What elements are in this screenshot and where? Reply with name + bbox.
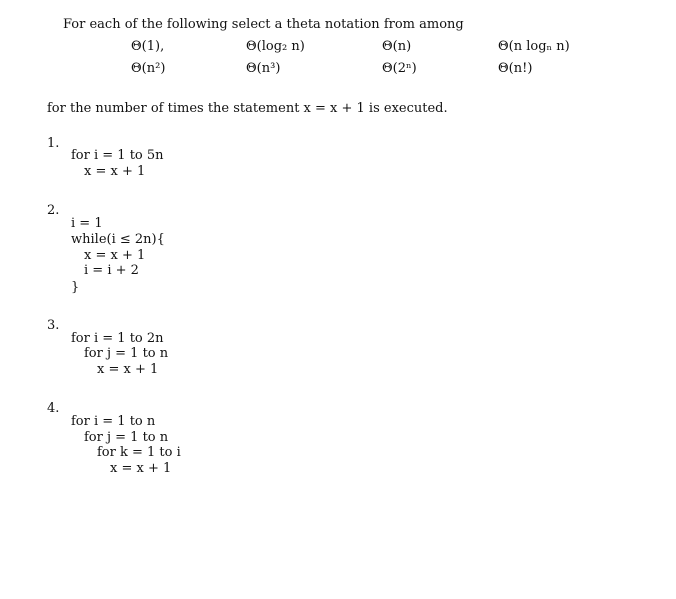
code-line: for i = 1 to 2n	[71, 331, 164, 346]
statement-text: for the number of times the statement x = x + 1 is executed.	[47, 101, 448, 116]
code-line: for j = 1 to n	[84, 430, 169, 445]
code-line: for j = 1 to n	[84, 346, 169, 361]
option-theta-n3: Θ(n³)	[246, 61, 281, 76]
problem-number: 1.	[47, 136, 60, 151]
code-line: i = i + 2	[84, 263, 139, 278]
option-theta-nfact: Θ(n!)	[498, 61, 533, 76]
option-theta-1: Θ(1),	[131, 39, 165, 54]
option-theta-log2n: Θ(log₂ n)	[246, 39, 305, 54]
option-theta-n: Θ(n)	[382, 39, 412, 54]
code-line: i = 1	[71, 216, 103, 231]
code-line: for i = 1 to 5n	[71, 148, 164, 163]
code-line: while(i ≤ 2n){	[71, 232, 165, 247]
code-line: for i = 1 to n	[71, 414, 156, 429]
code-line: for k = 1 to i	[97, 445, 181, 460]
option-theta-nlogn: Θ(n logₙ n)	[498, 39, 570, 54]
code-line: x = x + 1	[84, 248, 146, 263]
code-line: x = x + 1	[97, 362, 159, 377]
code-line: }	[71, 280, 80, 295]
instruction-text: For each of the following select a theta notation from among	[63, 17, 464, 32]
problem-number: 2.	[47, 203, 60, 218]
code-line: x = x + 1	[110, 461, 172, 476]
option-theta-2n: Θ(2ⁿ)	[382, 61, 417, 76]
problem-number: 3.	[47, 318, 60, 333]
problem-number: 4.	[47, 401, 60, 416]
code-line: x = x + 1	[84, 164, 146, 179]
option-theta-n2: Θ(n²)	[131, 61, 166, 76]
